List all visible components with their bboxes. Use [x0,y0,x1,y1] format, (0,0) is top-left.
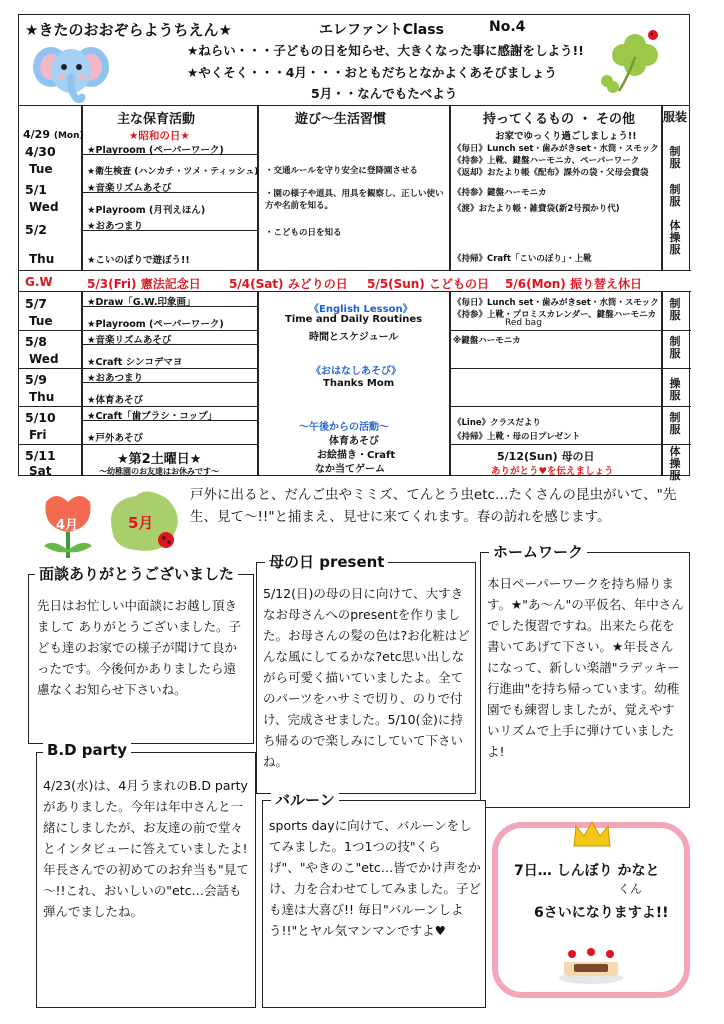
row-8-day: Sat [29,464,52,478]
afternoon-title: ～午後からの活動～ [299,422,389,433]
row-1-bring-1: 《毎日》Lunch set・歯みがきset・水筒・スモック [453,144,659,154]
row-0-activity: ★昭和の日★ [129,130,190,142]
row-3-activity-1: ★おあつまり [87,221,144,232]
row-0-date: 4/29 (Mon) [23,128,84,141]
crown-icon [572,820,612,850]
story-play-title: 《おはなしあそび》 [311,366,402,377]
col-header-uniform: 服装 [663,110,688,124]
row-1-bring-2: 《持参》上靴、鍵盤ハーモニカ、ペーパーワーク [453,156,640,166]
mothers-day-title: 母の日 present [265,551,388,572]
play-top-1: ・交通ルールを守り安全に登降園させる [265,166,418,176]
gw-item-2: 5/4(Sat) みどりの日 [229,277,348,291]
col-header-main: 主な保育活動 [117,112,196,127]
row-8-date: 5/11 [25,448,56,463]
row-6-date: 5/9 [25,372,47,387]
row-7-activity-1: ★Craft「歯ブラシ・コップ」 [87,411,218,422]
row-5-uniform: 制服 [669,335,681,360]
mothers-day-box [256,553,476,794]
gw-item-3: 5/5(Sun) こどもの日 [367,277,489,291]
row-5-activity-1: ★音楽リズムあそび [87,335,172,346]
row-7-uniform: 制服 [669,411,681,436]
row-4-activity-1: ★Draw「G.W.印象画」 [87,297,196,308]
row-8-activity-2: ～幼稚園のお友達はお休みです～ [99,467,219,476]
homework-title: ホームワーク [489,541,587,562]
gw-label: G.W [25,275,53,289]
intro-text: 戸外に出ると、だんご虫やミミズ、てんとう虫etc…たくさんの昆虫がいて、"先生、見て～!!"と捕まえ、見せに来てくれます。春の訪れを感じます。 [190,487,677,525]
row-6-activity-1: ★おあつまり [87,373,144,384]
col-header-bring: 持ってくるもの ・ その他 [483,112,636,127]
english-lesson-2: 時間とスケジュール [309,332,399,343]
row-5-activity-2: ★Craft シンコデマヨ [87,357,183,368]
clover-icon [593,25,665,97]
interview-title: 面談ありがとうございました [35,563,238,584]
row-4-activity-2: ★Playroom (ペーパーワーク) [87,319,224,330]
row-3-uniform: 体操服 [669,219,681,256]
row-7-day: Fri [29,428,47,442]
row-4-bring-1: 《毎日》Lunch set・歯みがきset・水筒・スモック [453,298,659,308]
bd-party-text: 4/23(水)は、4月うまれのB.D partyがありました。今年は年中さんと一緒にしましたが、お友達の前で堂々とインタビューに答えていましたよ! 年長さんでの初めてのお弁当も"見て～!!これ、おいしいの"etc…会話も弾んでましたね。 [43,778,249,919]
english-lesson-title: 《English Lesson》 [309,304,413,315]
row-3-bring-1: 《持帰》Craft「こいのぼり」・上靴 [453,254,592,264]
elephant-icon [29,41,119,105]
row-2-activity-2: ★Playroom (月刊えほん) [87,205,206,216]
newsletter-page [18,14,690,1014]
row-4-bring-2: 《持参》上靴・プロミスカレンダー、鍵盤ハーモニカ [453,310,657,320]
birthday-frame [492,822,690,998]
play-top-2: ・園の様子や道具、用具を観察し、正しい使い方や名前を知る。 [265,189,444,211]
row-4-bring-3: Red bag [505,318,542,328]
row-2-day: Wed [29,200,59,214]
interview-box [28,565,254,744]
gw-item-4: 5/6(Mon) 振り替え休日 [505,277,642,291]
interview-text: 先日はお忙しい中面談にお越し頂きまして ありがとうございました。子ども達のお家での様子が聞けて良かったです。今後何かありましたら遠慮なくお知らせ下さいね。 [37,598,241,697]
balloon-text: sports dayに向けて、バルーンをしてみました。1つ1つの技"くらげ"、"やきのこ"etc…皆でかけ声をかけ、力を合わせてしてみました。子ども達は大喜び!! 毎日"バルーンしよう!!"とヤル気マンマンですよ♥ [269,818,482,938]
row-7-bring-1: 《Line》クラスだより [453,418,541,428]
birthday-line-2: くん [618,882,643,896]
balloon-title: バルーン [271,789,339,810]
monthly-promise: ★やくそく・・・4月・・・おともだちとなかよくあそびましょう [187,65,557,80]
bd-party-box [36,741,256,1008]
english-lesson-1: Time and Daily Routines [285,314,423,325]
row-1-uniform: 制服 [669,145,681,170]
afternoon-3: なか当てゲーム [315,464,385,475]
row-6-day: Thu [29,390,55,404]
row-5-date: 5/8 [25,334,47,349]
homework-box [480,543,690,808]
row-7-activity-2: ★戸外あそび [87,433,144,444]
row-2-bring-1: 《持参》鍵盤ハーモニカ [453,188,547,198]
row-3-day: Thu [29,252,55,266]
row-1-date: 4/30 [25,144,56,159]
homework-text: 本日ペーパーワークを持ち帰ります。★"あ～ん"の平仮名、年中さんでした復習ですね。出来たら花を書いてあげて下さい。★年長さんになって、新しい楽譜"ラデッキー行進曲"を持ち帰っています。幼稚園でも練習しましたが、覚えやすいリズムで上手に弾けていましたよ! [487,576,684,759]
row-7-date: 5/10 [25,410,56,425]
weekly-schedule-table [18,106,690,482]
row-1-bring-3: 《返却》おたより帳《配布》課外の袋・父母会費袋 [453,168,649,178]
row-4-date: 5/7 [25,296,47,311]
may-promise: 5月・・なんでもたべよう [311,86,458,101]
mothers-day-text: 5/12(日)の母の日に向けて、大すきなお母さんへのpresentを作りました。お母さんの髪の色は?お化粧はどんな風にしてるかな?etc思い出しながら可愛く描いていましたよ。全てのパーツをハサミで切り、のりで付け、完成させました。5/10(金)に持ち帰るので楽しみにしていて下さいね。 [263,586,470,769]
month-4-label: 4月 [56,518,79,533]
row-0-bring: お家でゆっくり過ごしましょう!! [495,131,637,142]
row-3-activity-2: ★こいのぼりで遊ぼう!! [87,255,190,266]
issue-number: No.4 [489,19,526,35]
afternoon-1: 体育あそび [329,436,379,447]
play-top-3: ・こどもの日を知る [265,228,342,238]
row-8-activity-1: ★第2土曜日★ [117,452,202,467]
row-7-bring-2: 《持帰》上靴・母の日プレゼント [453,432,581,442]
row-8-bring-1: 5/12(Sun) 母の日 [497,450,595,463]
row-5-day: Wed [29,352,59,366]
row-1-day: Tue [29,162,53,176]
row-6-uniform: 操服 [669,377,681,402]
school-name: ★きたのおおぞらようちえん★ [25,21,232,39]
row-2-uniform: 制服 [669,183,681,208]
month-5-label: 5月 [128,514,154,532]
gw-item-1: 5/3(Fri) 憲法記念日 [87,277,201,291]
header [18,14,690,106]
balloon-box [262,791,486,1008]
row-8-bring-2: ありがとう♥を伝えましょう [491,466,614,477]
row-1-activity-1: ★Playroom (ペーパーワーク) [87,145,224,156]
bd-party-title: B.D party [43,741,131,759]
row-2-bring-2: 《渡》おたより帳・雑費袋(新2号預かり代) [453,204,620,214]
birthday-line-1: 7日… しんぼり かなと [514,863,660,879]
birthday-line-3: 6さいになりますよ!! [534,905,669,921]
row-2-date: 5/1 [25,182,47,197]
row-3-date: 5/2 [25,222,47,237]
row-6-activity-2: ★体育あそび [87,395,144,406]
row-4-uniform: 制服 [669,297,681,322]
story-play-1: Thanks Mom [323,378,395,389]
class-name: エレファントClass [319,22,444,38]
row-8-uniform: 体操服 [669,445,681,482]
row-2-activity-1: ★音楽リズムあそび [87,183,172,194]
row-5-bring-1: ※鍵盤ハーモニカ [453,336,521,346]
monthly-aim: ★ねらい・・・子どもの日を知らせ、大きくなった事に感謝をしよう!! [187,43,584,58]
row-1-activity-2: ★衛生検査 (ハンカチ・ツメ・ティッシュ) [87,167,259,177]
golden-week-row [19,270,691,292]
row-4-day: Tue [29,314,53,328]
col-header-play: 遊び～生活習慣 [295,112,387,127]
afternoon-2: お絵描き・Craft [317,450,396,461]
birthday-cake-icon [556,940,626,984]
